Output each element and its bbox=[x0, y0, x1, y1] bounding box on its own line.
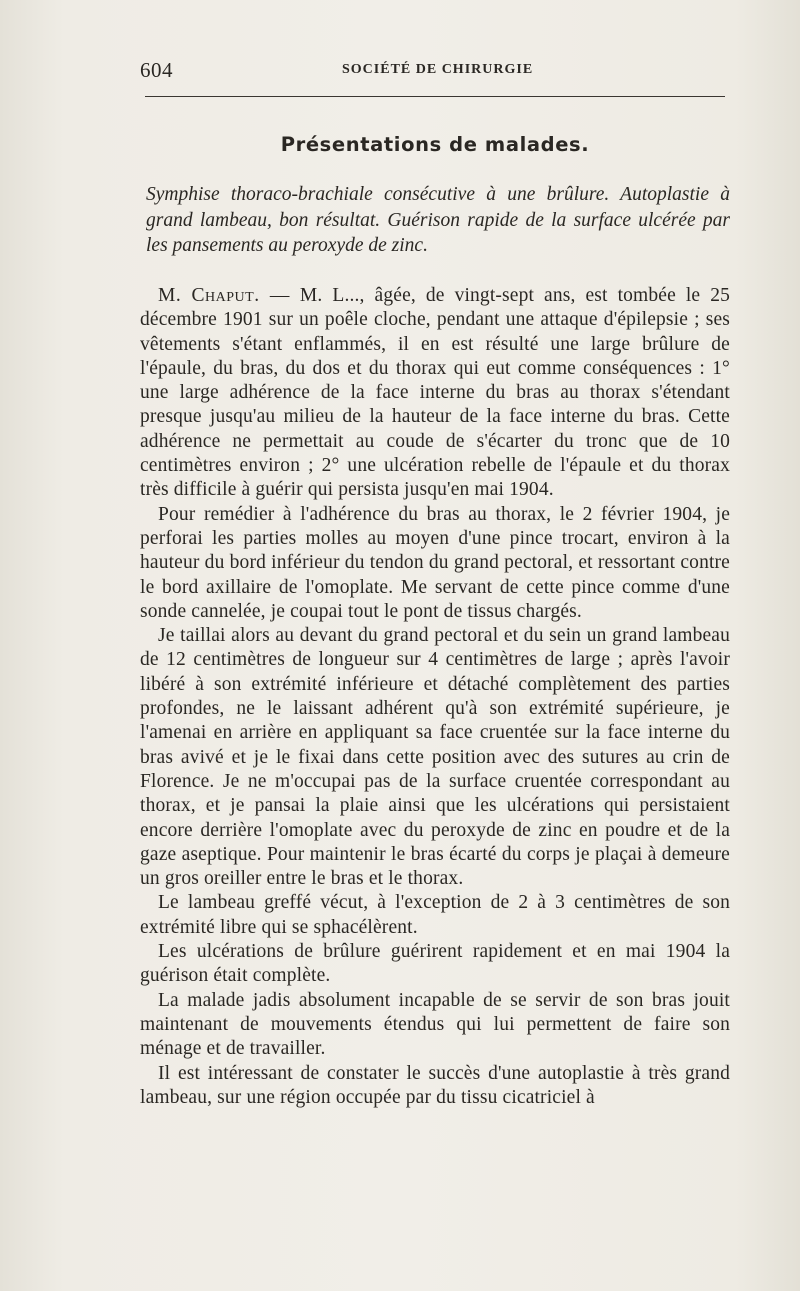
section-title: Présentations de malades. bbox=[280, 133, 590, 156]
speaker-name: M. Chaput. — bbox=[158, 285, 290, 306]
paragraph: Il est intéressant de constater le succès d'une autoplastie à très grand lambeau, sur une région occupée par du tissu cicatriciel à bbox=[140, 1062, 730, 1108]
paragraph: Le lambeau greffé vécut, à l'exception de 2 à 3 centimètres de son extrémité libre qui se sphacélèrent. bbox=[140, 892, 730, 938]
body-text bbox=[140, 284, 730, 1110]
paragraph: La malade jadis absolument incapable de se servir de son bras jouit maintenant de mouvements étendus qui lui permettent de faire son ménage et de travailler. bbox=[140, 989, 730, 1060]
header-rule bbox=[145, 96, 725, 97]
page-header bbox=[140, 58, 725, 84]
paragraph: Les ulcérations de brûlure guérirent rapidement et en mai 1904 la guérison était complète. bbox=[140, 941, 730, 987]
paragraph: Pour remédier à l'adhérence du bras au thorax, le 2 février 1904, je perforai les parties molles au moyen d'une pince trocart, environ à la hauteur du bord inférieur du tendon du grand pectoral, et ressortant contre le bord axillaire de l'omoplate. Me servant de cette pince comme d'une sonde cannelée, je coupai tout le pont de tissus chargés. bbox=[140, 503, 730, 622]
running-head: SOCIÉTÉ DE CHIRURGIE bbox=[342, 62, 534, 77]
paragraph: Je taillai alors au devant du grand pectoral et du sein un grand lambeau de 12 centimètres de longueur sur 4 centimètres de large ; après l'avoir libéré à son extrémité inférieure et détaché complètement des parties profondes, ne le laissant adhérent qu'à son extrémité supérieure, je l'amenai en arrière en appliquant sa face cruentée sur la face interne du bras avivé et je le fixai dans cette position avec des sutures au crin de Florence. Je ne m'occupai pas de la surface cruentée correspondant au thorax, et je pansai la plaie ainsi que les ulcérations qui persistaient encore derrière l'omoplate avec du peroxyde de zinc en poudre et de la gaze aseptique. Pour maintenir le bras écarté du corps je plaçai à demeure un gros oreiller entre le bras et le thorax. bbox=[140, 625, 730, 890]
case-abstract: Symphise thoraco-brachiale consécutive à une brûlure. Autoplastie à grand lambeau, bon résultat. Guérison rapide de la surface ulcérée par les pansements au peroxyde de zinc. bbox=[146, 184, 730, 256]
paragraph-text: M. L..., âgée, de vingt-sept ans, est tombée le 25 décembre 1901 sur un poêle cloche, pendant une attaque d'épilepsie ; ses vêtements s'étant enflammés, il en est résulté une large brûlure de l'épaule, du bras, du dos et du thorax qui eut comme conséquences : 1° une large adhérence de la face interne du bras au thorax s'étendant presque jusqu'au milieu de la hauteur de la face interne du bras. Cette adhérence ne permettait au coude de s'écarter du tronc que de 10 centimètres environ ; 2° une ulcération rebelle de l'épaule et du thorax très difficile à guérir qui persista jusqu'en mai 1904. bbox=[140, 285, 731, 501]
page-number: 604 bbox=[140, 58, 173, 82]
paragraph bbox=[140, 284, 730, 503]
